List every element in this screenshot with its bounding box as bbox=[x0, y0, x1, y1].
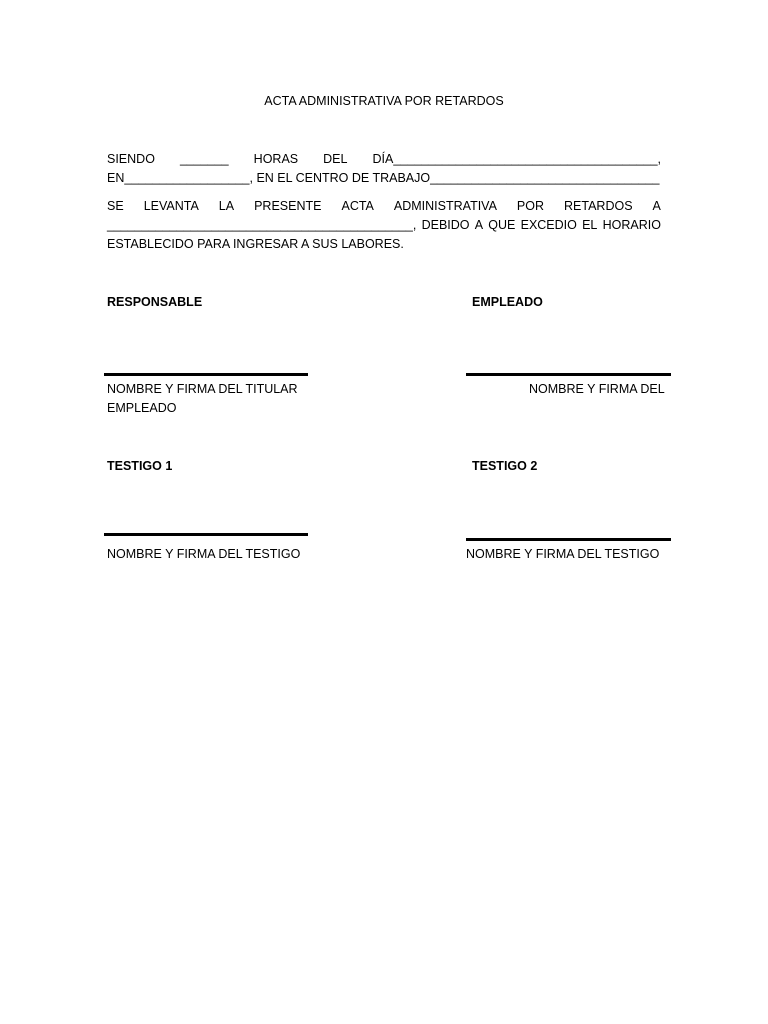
testigo2-heading: TESTIGO 2 bbox=[472, 459, 538, 473]
word: EXCEDIO bbox=[520, 218, 577, 232]
word: HORAS bbox=[253, 152, 299, 166]
empleado-signature-line bbox=[466, 373, 671, 376]
word: A bbox=[652, 199, 661, 213]
word: ADMINISTRATIVA bbox=[393, 199, 497, 213]
paragraph1-line2: EN__________________, EN EL CENTRO DE TRABAJO_________________________________ bbox=[107, 171, 660, 185]
word: SIENDO bbox=[107, 152, 155, 166]
word: SE bbox=[107, 199, 124, 213]
paragraph2-line3: ESTABLECIDO PARA INGRESAR A SUS LABORES. bbox=[107, 237, 404, 251]
word: DEL bbox=[323, 152, 348, 166]
word: QUE bbox=[488, 218, 516, 232]
blank-field-hours: _______ bbox=[179, 152, 229, 166]
document-title: ACTA ADMINISTRATIVA POR RETARDOS bbox=[264, 94, 504, 108]
word: POR bbox=[516, 199, 545, 213]
empleado-caption: NOMBRE Y FIRMA DEL bbox=[529, 382, 665, 396]
testigo2-caption: NOMBRE Y FIRMA DEL TESTIGO bbox=[466, 547, 660, 561]
blank-field-day: DÍA______________________________________, bbox=[372, 152, 661, 166]
paragraph2-line1 bbox=[107, 197, 661, 216]
responsable-caption-line1: NOMBRE Y FIRMA DEL TITULAR bbox=[107, 382, 298, 396]
word: RETARDOS bbox=[564, 199, 633, 213]
testigo1-heading: TESTIGO 1 bbox=[107, 459, 173, 473]
responsable-caption-line2: EMPLEADO bbox=[107, 401, 177, 415]
testigo2-signature-line bbox=[466, 538, 671, 541]
word: ACTA bbox=[341, 199, 374, 213]
word: DEBIDO bbox=[421, 218, 470, 232]
word: EL bbox=[582, 218, 598, 232]
empleado-heading: EMPLEADO bbox=[472, 295, 543, 309]
word: LA bbox=[218, 199, 235, 213]
responsable-heading: RESPONSABLE bbox=[107, 295, 203, 309]
paragraph1-line1 bbox=[107, 150, 661, 169]
word: LEVANTA bbox=[143, 199, 199, 213]
word: HORARIO bbox=[602, 218, 661, 232]
testigo1-caption: NOMBRE Y FIRMA DEL TESTIGO bbox=[107, 547, 301, 561]
word: PRESENTE bbox=[254, 199, 322, 213]
paragraph2-line2 bbox=[107, 216, 661, 235]
word: A bbox=[474, 218, 484, 232]
responsable-signature-line bbox=[104, 373, 308, 376]
testigo1-signature-line bbox=[104, 533, 308, 536]
blank-field-employee: ____________________________________________, bbox=[107, 218, 417, 232]
